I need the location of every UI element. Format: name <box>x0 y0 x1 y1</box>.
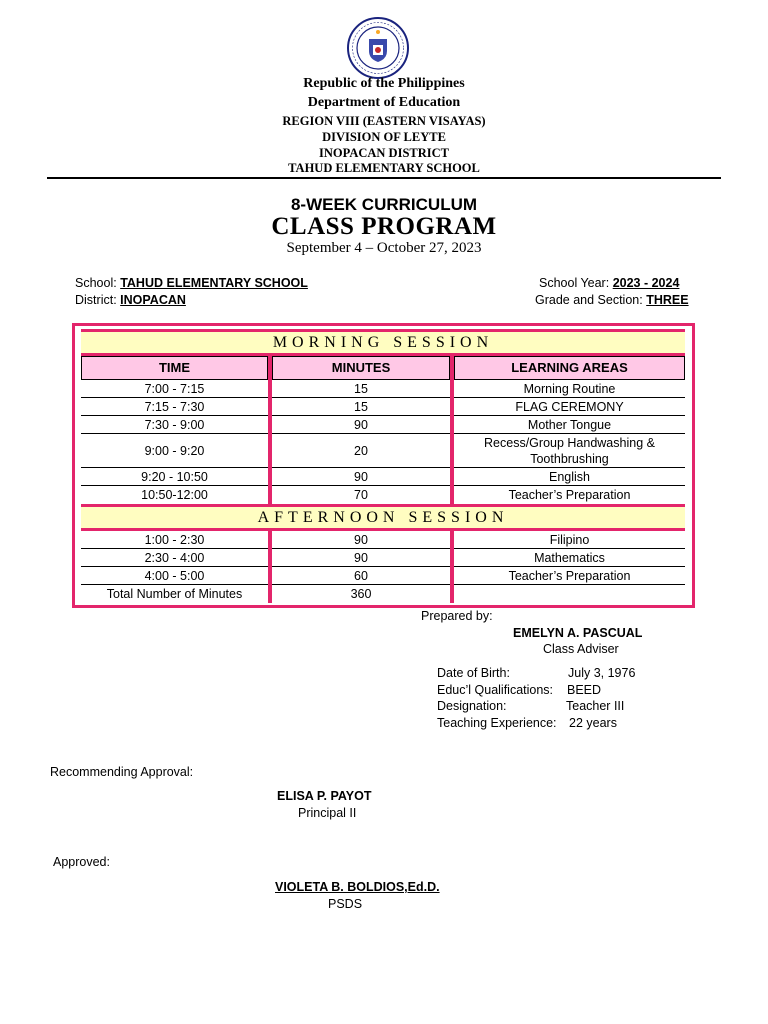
district-value: INOPACAN <box>120 293 186 307</box>
designation-value: Teacher III <box>566 699 625 713</box>
header-department: Department of Education <box>307 95 461 110</box>
title-curriculum: 8-WEEK CURRICULUM <box>290 195 478 214</box>
school-label: School: <box>75 276 117 290</box>
cell-time: 4:00 - 5:00 <box>81 567 268 585</box>
cell-learning-area: FLAG CEREMONY <box>454 398 685 416</box>
cell-minutes: 90 <box>272 531 450 549</box>
cell-minutes: 90 <box>272 468 450 486</box>
grade-section-info <box>535 293 689 307</box>
cell-minutes: 15 <box>272 398 450 416</box>
cell-total-label: Total Number of Minutes <box>106 587 243 601</box>
afternoon-session-band: AFTERNOON SESSION <box>81 504 685 531</box>
cell-empty <box>454 585 685 603</box>
recommending-approval-label: Recommending Approval: <box>50 765 194 779</box>
cell-minutes: 20 <box>272 434 450 468</box>
morning-session-band: MORNING SESSION <box>81 329 685 356</box>
cell-minutes: 60 <box>272 567 450 585</box>
qualifications-label: Educ’l Qualifications: <box>437 683 554 697</box>
cell-time: 7:30 - 9:00 <box>81 416 268 434</box>
psds-role: PSDS <box>328 897 363 911</box>
school-year-value: 2023 - 2024 <box>612 276 680 290</box>
district-info <box>75 293 186 307</box>
grade-section-value: THREE <box>646 293 689 307</box>
cell-time: 9:00 - 9:20 <box>81 434 268 468</box>
cell-learning-area: Filipino <box>454 531 685 549</box>
col-header-minutes: MINUTES <box>272 356 450 380</box>
cell-learning-area: Recess/Group Handwashing & Toothbrushing <box>454 434 685 468</box>
header-region: REGION VIII (EASTERN VISAYAS) <box>282 114 486 128</box>
class-program-table <box>72 323 695 608</box>
cell-time: 9:20 - 10:50 <box>81 468 268 486</box>
experience-label: Teaching Experience: <box>437 716 557 730</box>
school-year-info <box>539 276 679 290</box>
title-class-program: CLASS PROGRAM <box>271 213 497 240</box>
cell-learning-area: English <box>454 468 685 486</box>
adviser-name: EMELYN A. PASCUAL <box>513 626 643 640</box>
header-division: DIVISION OF LEYTE <box>322 130 446 144</box>
cell-time: 7:15 - 7:30 <box>81 398 268 416</box>
cell-minutes: 90 <box>272 416 450 434</box>
grade-section-label: Grade and Section: <box>535 293 643 307</box>
cell-time: 1:00 - 2:30 <box>81 531 268 549</box>
cell-learning-area: Morning Routine <box>454 380 685 398</box>
col-header-time: TIME <box>81 356 268 380</box>
cell-learning-area: Teacher’s Preparation <box>508 488 631 502</box>
principal-name: ELISA P. PAYOT <box>277 789 372 803</box>
experience-value: 22 years <box>569 716 617 730</box>
cell-time: 2:30 - 4:00 <box>81 549 268 567</box>
adviser-role: Class Adviser <box>543 642 619 656</box>
cell-learning-area: Mother Tongue <box>454 416 685 434</box>
school-value: TAHUD ELEMENTARY SCHOOL <box>120 276 308 290</box>
header-republic: Republic of the Philippines <box>303 76 465 91</box>
cell-learning-area: Mathematics <box>454 549 685 567</box>
cell-time: 10:50-12:00 <box>141 488 208 502</box>
cell-minutes: 90 <box>272 549 450 567</box>
designation-label: Designation: <box>437 699 507 713</box>
psds-name: VIOLETA B. BOLDIOS,Ed.D. <box>275 880 440 894</box>
district-label: District: <box>75 293 117 307</box>
header-district: INOPACAN DISTRICT <box>319 146 449 160</box>
cell-total-minutes: 360 <box>350 587 372 601</box>
qualifications-value: BEED <box>567 683 602 697</box>
approved-label: Approved: <box>53 855 110 869</box>
cell-minutes: 15 <box>272 380 450 398</box>
cell-learning-area: Teacher’s Preparation <box>454 567 685 585</box>
header-school: TAHUD ELEMENTARY SCHOOL <box>288 161 480 175</box>
dob-label: Date of Birth: <box>437 666 510 680</box>
program-dates: September 4 – October 27, 2023 <box>286 240 482 256</box>
dob-value: July 3, 1976 <box>568 666 636 680</box>
deped-seal-icon <box>347 17 409 79</box>
prepared-by-label: Prepared by: <box>421 609 493 623</box>
cell-minutes: 70 <box>354 488 368 502</box>
header-divider <box>47 177 721 179</box>
cell-time: 7:00 - 7:15 <box>81 380 268 398</box>
school-info <box>75 276 308 290</box>
school-year-label: School Year: <box>539 276 610 290</box>
col-header-learning-areas: LEARNING AREAS <box>454 356 685 380</box>
principal-role: Principal II <box>298 806 357 820</box>
